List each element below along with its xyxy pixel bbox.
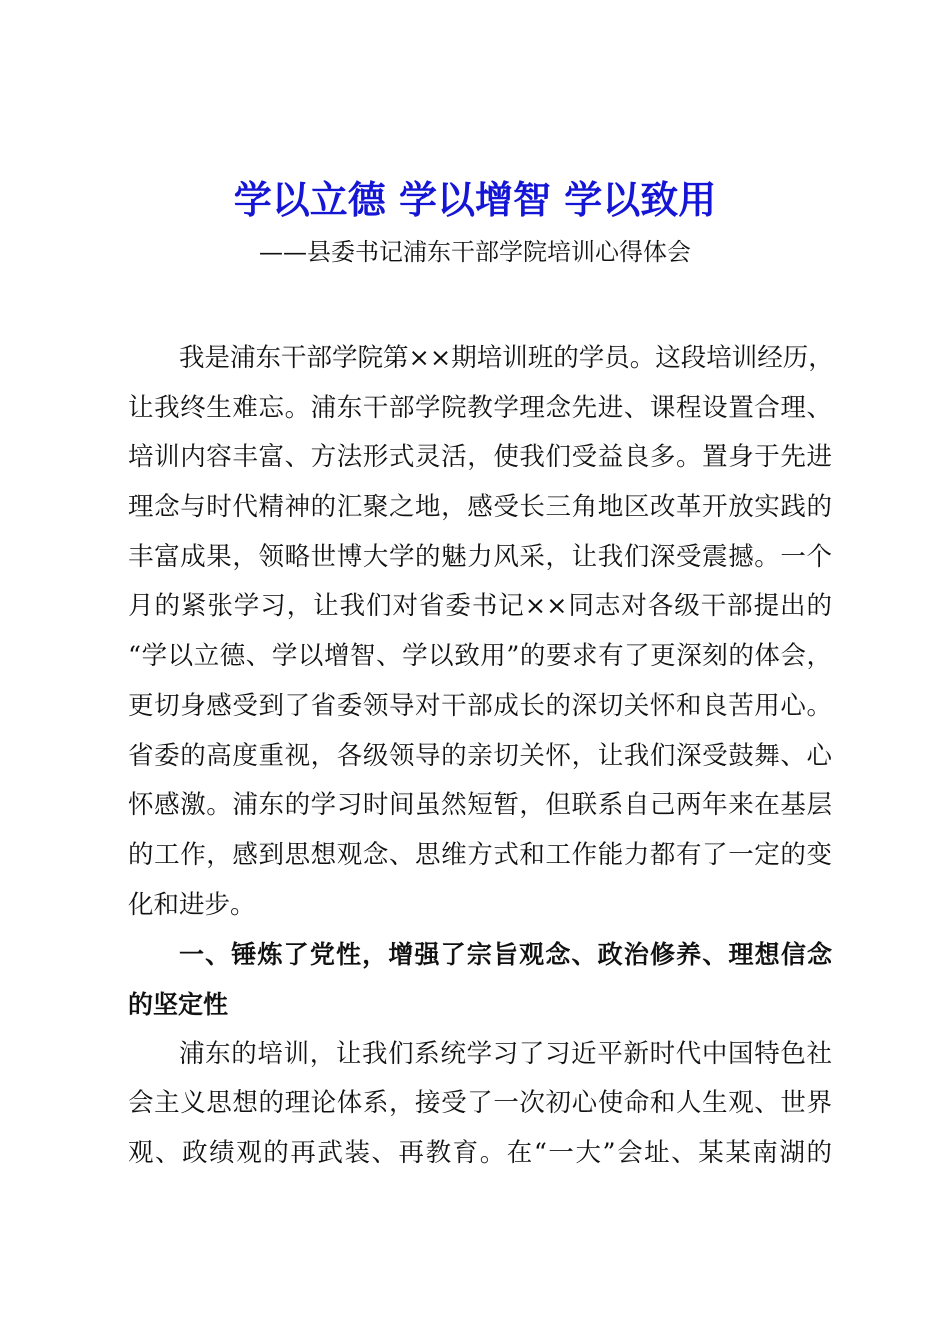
- paragraph-line: 化和进步。: [128, 889, 256, 920]
- heading-line: 一、锤炼了党性，增强了宗旨观念、政治修养、理想信念: [179, 940, 832, 970]
- paragraph-line: 会主义思想的理论体系，接受了一次初心使命和人生观、世界: [128, 1088, 832, 1119]
- paragraph-line: 月的紧张学习，让我们对省委书记××同志对各级干部提出的: [128, 591, 832, 622]
- heading-line: 的坚定性: [128, 989, 229, 1019]
- document-subtitle: ——县委书记浦东干部学院培训心得体会: [259, 238, 691, 266]
- paragraph-line: 丰富成果，领略世博大学的魅力风采，让我们深受震撼。一个: [128, 541, 832, 572]
- paragraph-line: “学以立德、学以增智、学以致用”的要求有了更深刻的体会，: [128, 641, 832, 672]
- paragraph-line: 培训内容丰富、方法形式灵活，使我们受益良多。置身于先进: [128, 442, 832, 473]
- paragraph-intro: [128, 334, 832, 930]
- paragraph-line: 让我终生难忘。浦东干部学院教学理念先进、课程设置合理、: [128, 392, 832, 423]
- paragraph-line: 观、政绩观的再武装、再教育。在“一大”会址、某某南湖的: [128, 1138, 832, 1168]
- paragraph-line: 省委的高度重视，各级领导的亲切关怀，让我们深受鼓舞、心: [128, 740, 832, 771]
- paragraph-line: 的工作，感到思想观念、思维方式和工作能力都有了一定的变: [128, 839, 832, 870]
- document-body: [128, 334, 832, 1179]
- paragraph-line: 理念与时代精神的汇聚之地，感受长三角地区改革开放实践的: [128, 492, 832, 523]
- paragraph-line: 更切身感受到了省委领导对干部成长的深切关怀和良苦用心。: [128, 690, 832, 721]
- paragraph-line: 浦东的培训，让我们系统学习了习近平新时代中国特色社: [179, 1038, 832, 1069]
- paragraph-line: 我是浦东干部学院第××期培训班的学员。这段培训经历，: [179, 343, 834, 373]
- section-heading-1: [128, 930, 832, 1029]
- document-title: 学以立德 学以增智 学以致用: [233, 178, 717, 222]
- paragraph-section-1: [128, 1030, 832, 1179]
- paragraph-line: 怀感激。浦东的学习时间虽然短暂，但联系自己两年来在基层: [128, 790, 832, 821]
